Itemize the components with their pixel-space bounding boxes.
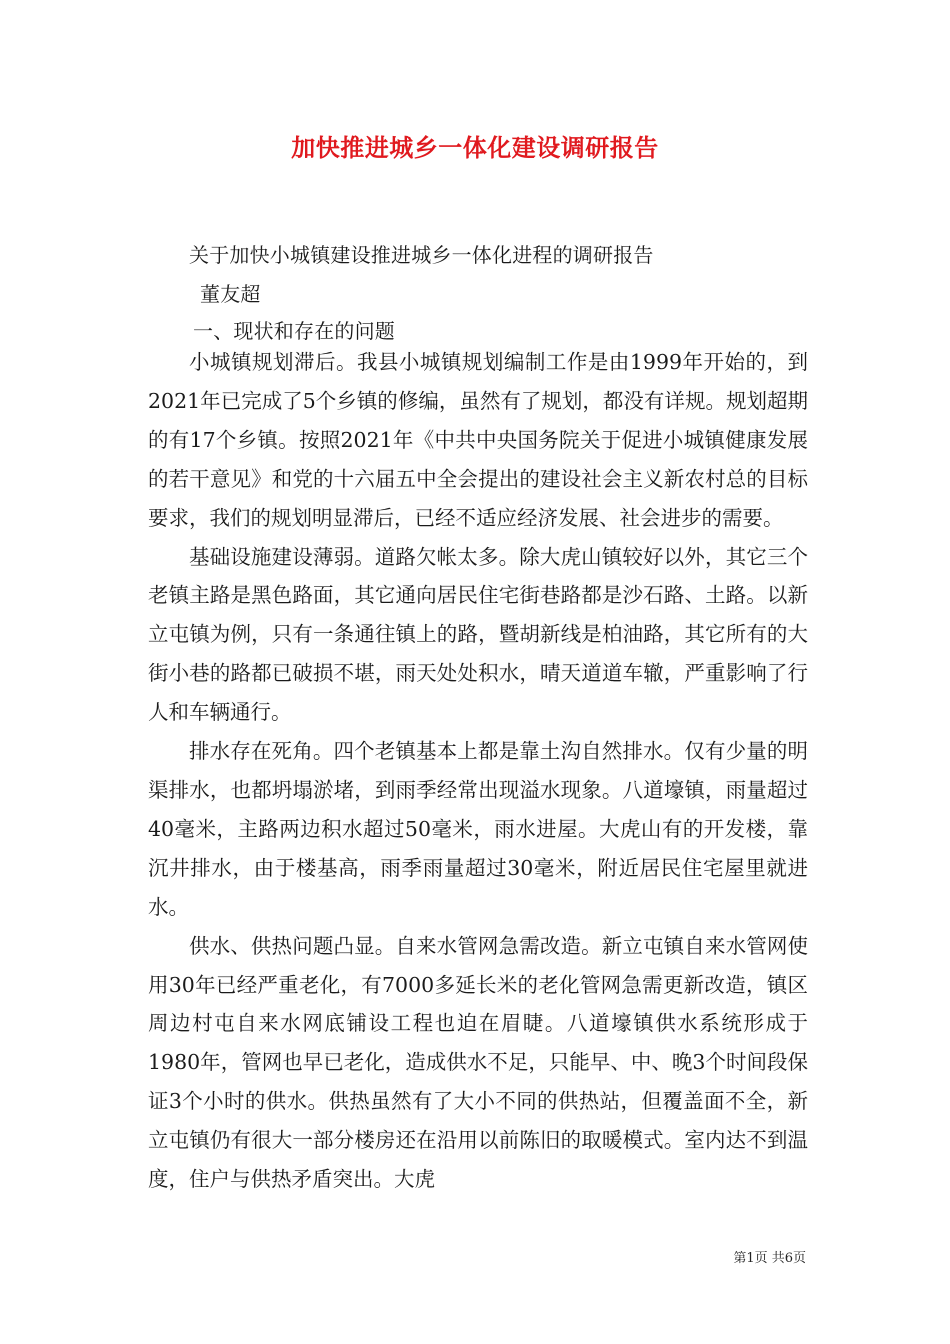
body-text bbox=[148, 343, 808, 1199]
paragraph-water-heating: 供水、供热问题凸显。自来水管网急需改造。新立屯镇自来水管网使用30年已经严重老化，有7000多延长米的老化管网急需更新改造，镇区周边村屯自来水网底铺设工程也迫在眉睫。八道壕镇供水系统形成于1980年，管网也早已老化，造成供水不足，只能早、中、晚3个时间段保证3个小时的供水。供热虽然有了大小不同的供热站，但覆盖面不全，新立屯镇仍有很大一部分楼房还在沿用以前陈旧的取暖模式。室内达不到温度，住户与供热矛盾突出。大虎 bbox=[148, 933, 808, 1192]
paragraph-drainage: 排水存在死角。四个老镇基本上都是靠土沟自然排水。仅有少量的明渠排水，也都坍塌淤堵，到雨季经常出现溢水现象。八道壕镇，雨量超过40毫米，主路两边积水超过50毫米，雨水进屋。大虎山有的开发楼，靠沉井排水，由于楼基高，雨季雨量超过30毫米，附近居民住宅屋里就进水。 bbox=[148, 739, 808, 919]
report-subtitle: 关于加快小城镇建设推进城乡一体化进程的调研报告 bbox=[189, 243, 654, 267]
section-heading: 一、现状和存在的问题 bbox=[193, 319, 395, 343]
paragraph-infrastructure: 基础设施建设薄弱。道路欠帐太多。除大虎山镇较好以外，其它三个老镇主路是黑色路面，其它通向居民住宅街巷路都是沙石路、土路。以新立屯镇为例，只有一条通往镇上的路，暨胡新线是柏油路，其它所有的大街小巷的路都已破损不堪，雨天处处积水，晴天道道车辙，严重影响了行人和车辆通行。 bbox=[148, 544, 808, 725]
page-number-footer: 第1页 共6页 bbox=[733, 1251, 806, 1266]
author-name: 董友超 bbox=[200, 282, 261, 306]
paragraph-planning: 小城镇规划滞后。我县小城镇规划编制工作是由1999年开始的，到2021年已完成了5个乡镇的修编，虽然有了规划，都没有详规。规划超期的有17个乡镇。按照2021年《中共中央国务院关于促进小城镇健康发展的若干意见》和党的十六届五中全会提出的建设社会主义新农村总的目标要求，我们的规划明显滞后，已经不适应经济发展、社会进步的需要。 bbox=[148, 350, 808, 530]
document-title: 加快推进城乡一体化建设调研报告 bbox=[291, 133, 659, 162]
